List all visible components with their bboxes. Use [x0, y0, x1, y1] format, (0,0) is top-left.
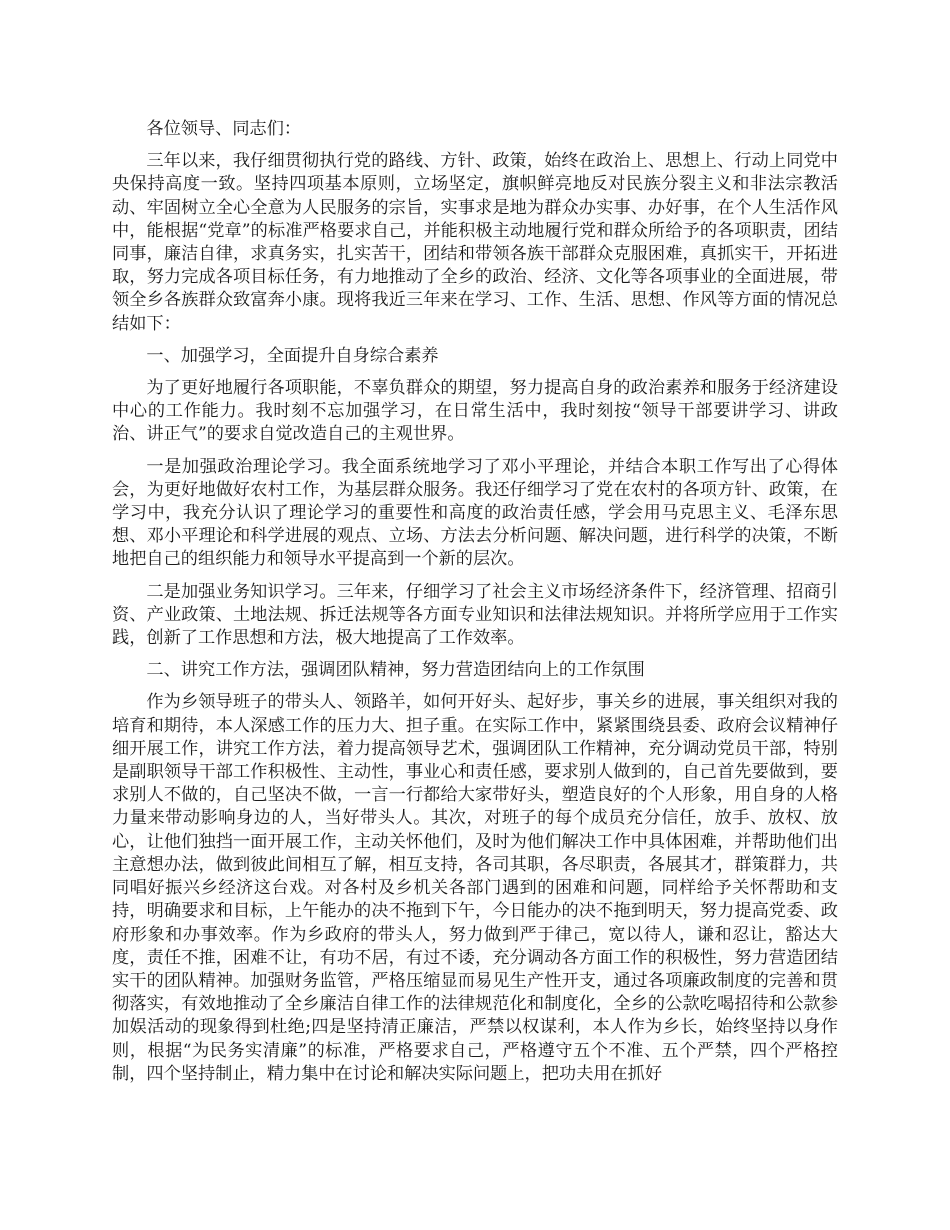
section1-paragraph-1: 为了更好地履行各项职能，不辜负群众的期望，努力提高自身的政治素养和服务于经济建设中心的工作能力。我时刻不忘加强学习，在日常生活中，我时刻按“领导干部要讲学习、讲政治、讲正气”的要求自觉改造自己的主观世界。 — [112, 378, 838, 445]
intro-paragraph: 三年以来，我仔细贯彻执行党的路线、方针、政策，始终在政治上、思想上、行动上同党中央保持高度一致。坚持四项基本原则，立场坚定，旗帜鲜亮地反对民族分裂主义和非法宗教活动、牢固树立全心全意为人民服务的宗旨，实事求是地为群众办实事、办好事，在个人生活作风中，能根据“党章”的标准严格要求自己，并能积极主动地履行党和群众所给予的各项职责，团结同事，廉洁自律，求真务实，扎实苦干，团结和带领各族干部群众克服困难，真抓实干，开拓进取，努力完成各项目标任务，有力地推动了全乡的政治、经济、文化等各项事业的全面进展，带领全乡各族群众致富奔小康。现将我近三年来在学习、工作、生活、思想、作风等方面的情况总结如下： — [112, 151, 838, 334]
section1-paragraph-2: 一是加强政治理论学习。我全面系统地学习了邓小平理论，并结合本职工作写出了心得体会，为更好地做好农村工作，为基层群众服务。我还仔细学习了党在农村的各项方针、政策，在学习中，我充分认识了理论学习的重要性和高度的政治责任感，学会用马克思主义、毛泽东思想、邓小平理论和科学进展的观点、立场、方法去分析问题、解决问题，进行科学的决策，不断地把自己的组织能力和领导水平提高到一个新的层次。 — [112, 456, 838, 570]
section1-paragraph-3: 二是加强业务知识学习。三年来，仔细学习了社会主义市场经济条件下，经济管理、招商引资、产业政策、土地法规、拆迁法规等各方面专业知识和法律法规知识。并将所学应用于工作实践，创新了工作思想和方法，极大地提高了工作效率。 — [112, 581, 838, 649]
section-heading-2: 二、讲究工作方法，强调团队精神，努力营造团结向上的工作氛围 — [146, 660, 645, 681]
document-body — [112, 118, 838, 1095]
section-heading-1: 一、加强学习，全面提升自身综合素养 — [146, 345, 439, 366]
section2-paragraph-1: 作为乡领导班子的带头人、领路羊，如何开好头、起好步，事关乡的进展，事关组织对我的培育和期待，本人深感工作的压力大、担子重。在实际工作中，紧紧围绕县委、政府会议精神仔细开展工作，讲究工作方法，着力提高领导艺术，强调团队工作精神，充分调动党员干部，特别是副职领导干部工作积极性、主动性，事业心和责任感，要求别人做到的，自己首先要做到，要求别人不做的，自己坚决不做，一言一行都给大家带好头，塑造良好的个人形象，用自身的人格力量来带动影响身边的人，当好带头人。其次，对班子的每个成员充分信任，放手、放权、放心，让他们独挡一面开展工作，主动关怀他们，及时为他们解决工作中具体困难，并帮助他们出主意想办法，做到彼此间相互了解，相互支持，各司其职，各尽职责，各展其才，群策群力，共同唱好振兴乡经济这台戏。对各村及乡机关各部门遇到的困难和问题，同样给予关怀帮助和支持，明确要求和目标，上午能办的决不拖到下午，今日能办的决不拖到明天，努力提高党委、政府形象和办事效率。作为乡政府的带头人，努力做到严于律己，宽以待人，谦和忍让，豁达大度，责任不推，困难不让，有功不居，有过不诿，充分调动各方面工作的积极性，努力营造团结实干的团队精神。加强财务监管，严格压缩显而易见生产性开支，通过各项廉政制度的完善和贯彻落实，有效地推动了全乡廉洁自律工作的法律规范化和制度化，全乡的公款吃喝招待和公款参加娱活动的现象得到杜绝;四是坚持清正廉洁，严禁以权谋利，本人作为乡长，始终坚持以身作则，根据“为民务实清廉”的标准，严格要求自己，严格遵守五个不准、五个严禁，四个严格控制，四个坚持制止，精力集中在讨论和解决实际问题上，把功夫用在抓好 — [112, 692, 838, 1084]
salutation: 各位领导、同志们： — [146, 119, 302, 139]
